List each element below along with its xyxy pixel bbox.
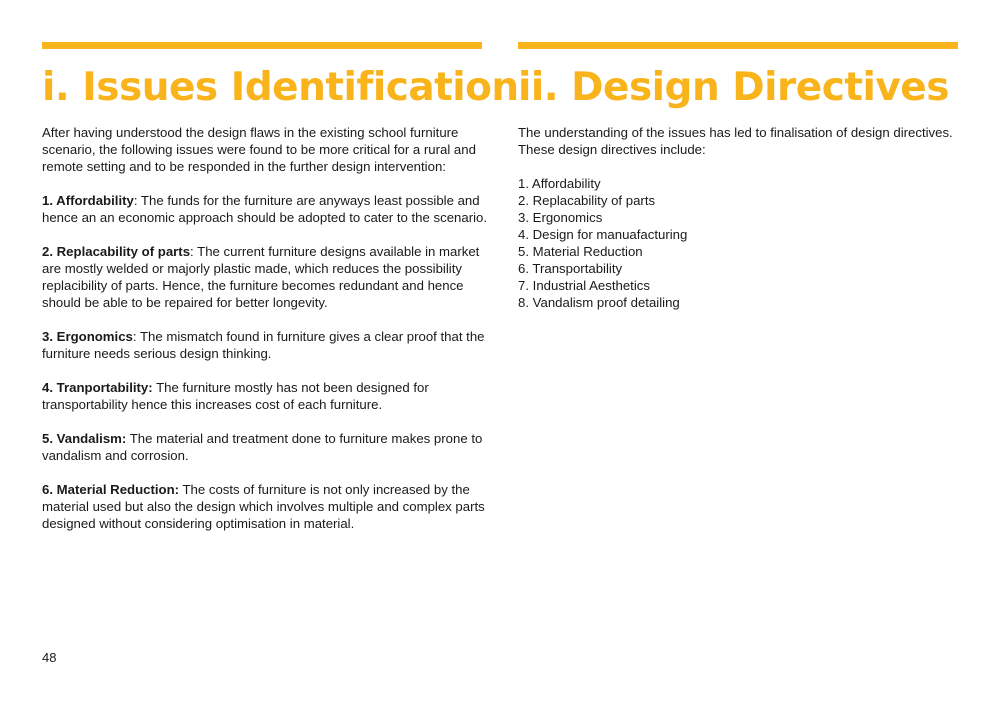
directives-intro: The understanding of the issues has led to finalisation of design directives. These design directives include: bbox=[518, 125, 953, 157]
issue-label: 4. Tranportability: bbox=[42, 380, 153, 395]
directive-item: 6. Transportability bbox=[518, 261, 623, 276]
issue-item bbox=[42, 379, 488, 413]
issue-text: The costs of furniture is not only increased by the material used but also the design which involves multiple and complex parts designed without considering optimisation in material. bbox=[42, 482, 485, 531]
issue-text: : The current furniture designs available in market are mostly welded or majorly plastic made, which reduces the possibility replacibility of parts. Hence, the furniture becomes redundant and hence should be able to be repaired for better longevity. bbox=[42, 244, 480, 310]
directives-column bbox=[518, 124, 958, 311]
page-number: 48 bbox=[42, 650, 57, 665]
issues-intro: After having understood the design flaws in the existing school furniture scenario, the following issues were found to be more critical for a rural and remote setting and to be responded in the further design intervention: bbox=[42, 125, 476, 174]
directive-item: 1. Affordability bbox=[518, 176, 601, 191]
issue-label: 5. Vandalism: bbox=[42, 431, 127, 446]
design-directives-heading: ii. Design Directives bbox=[518, 65, 949, 110]
issue-text: The furniture mostly has not been designed for transportability hence this increases cost of each furniture. bbox=[42, 380, 429, 412]
issue-label: 6. Material Reduction: bbox=[42, 482, 180, 497]
issues-identification-heading: i. Issues Identification bbox=[42, 65, 519, 110]
directive-item: 2. Replacability of parts bbox=[518, 193, 656, 208]
directive-item: 3. Ergonomics bbox=[518, 210, 603, 225]
directive-item: 5. Material Reduction bbox=[518, 244, 643, 259]
issue-item bbox=[42, 481, 488, 532]
directives-list bbox=[518, 175, 958, 311]
directive-item: 8. Vandalism proof detailing bbox=[518, 295, 680, 310]
issue-label: 2. Replacability of parts bbox=[42, 244, 191, 259]
issue-item bbox=[42, 328, 488, 362]
issue-label: 3. Ergonomics bbox=[42, 329, 133, 344]
issue-item bbox=[42, 430, 488, 464]
issue-text: : The funds for the furniture are anyways least possible and hence an an economic approach should be adopted to cater to the scenario. bbox=[42, 193, 488, 225]
issue-item bbox=[42, 192, 488, 226]
right-accent-rule bbox=[518, 42, 958, 49]
left-accent-rule bbox=[42, 42, 482, 49]
issues-column bbox=[42, 124, 488, 549]
issue-text: The material and treatment done to furniture makes prone to vandalism and corrosion. bbox=[42, 431, 483, 463]
issue-item bbox=[42, 243, 488, 311]
directive-item: 4. Design for manuafacturing bbox=[518, 227, 688, 242]
directive-item: 7. Industrial Aesthetics bbox=[518, 278, 650, 293]
issue-label: 1. Affordability bbox=[42, 193, 134, 208]
issue-text: : The mismatch found in furniture gives a clear proof that the furniture needs serious design thinking. bbox=[42, 329, 485, 361]
